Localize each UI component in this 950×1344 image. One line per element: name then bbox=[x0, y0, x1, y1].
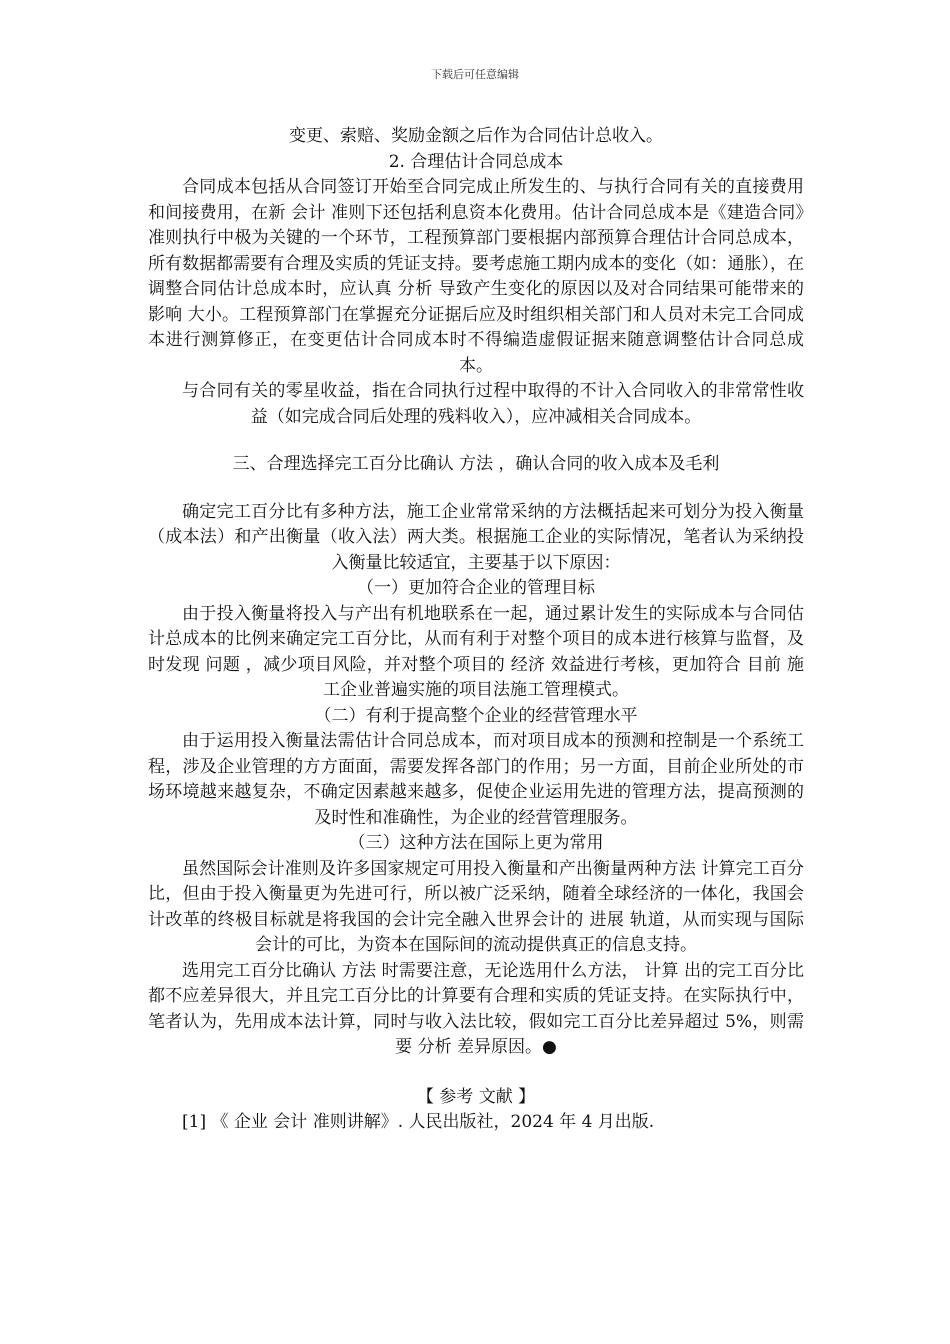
subheading-management-goals: （一）更加符合企业的管理目标 bbox=[357, 578, 595, 598]
paragraph-revenue-tail: 变更、索赔、奖励金额之后作为合同估计总收入。 bbox=[289, 126, 663, 146]
document-body bbox=[148, 124, 804, 1136]
paragraph-input-measure: 由于投入衡量将投入与产出有机地联系在一起，通过累计发生的实际成本与合同估计总成本的比例来确定完工百分比，从而有利于对整个项目的成本进行核算与监督，及时发现 问题 ，减少项目风险，并对整个项目的 经济 效益进行考核，更加符合 目前 施工企业普遍实施的项目法施工管理模式。 bbox=[148, 603, 804, 700]
paragraph-completion-methods: 确定完工百分比有多种方法，施工企业常常采纳的方法概括起来可划分为投入衡量（成本法）和产出衡量（收入法）两大类。根据施工企业的实际情况，笔者认为采纳投入衡量比较适宜，主要基于以下原因： bbox=[148, 501, 804, 573]
paragraph-international-standards: 虽然国际会计准则及许多国家规定可用投入衡量和产出衡量两种方法 计算完工百分比，但由于投入衡量更为先进可行，所以被广泛采纳，随着全球经济的一体化，我国会计改革的终极目标就是将我国的会计完全融入世界会计的 进展 轨道，从而实现与国际会计的可比，为资本在国际间的流动提供真正的信息支持。 bbox=[148, 858, 804, 955]
references-title: 【 参考 文献 】 bbox=[416, 1086, 536, 1107]
reference-item-1: [1] 《 企业 会计 准则讲解》. 人民出版社，2024 年 4 月出版. bbox=[182, 1112, 655, 1132]
section-heading-estimate-cost: 2. 合理估计合同总成本 bbox=[388, 151, 564, 172]
subheading-international-use: （三）这种方法在国际上更为常用 bbox=[348, 833, 604, 853]
page-header-note: 下载后可任意编辑 bbox=[431, 68, 519, 81]
paragraph-system-engineering: 由于运用投入衡量法需估计合同总成本，而对项目成本的预测和控制是一个系统工程，涉及企业管理的方方面面，需要发挥各部门的作用；另一方面，目前企业所处的市场环境越来越复杂，不确定因素越来越多，促使企业运用先进的管理方法，提高预测的及时性和准确性，为企业的经营管理服务。 bbox=[148, 731, 804, 828]
paragraph-incidental-income: 与合同有关的零星收益，指在合同执行过程中取得的不计入合同收入的非常常性收益（如完成合同后处理的残料收入），应冲减相关合同成本。 bbox=[182, 381, 804, 427]
paragraph-method-selection: 选用完工百分比确认 方法 时需要注意，无论选用什么方法， 计算 出的完工百分比都不应差异很大，并且完工百分比的计算要有合理和实质的凭证支持。在实际执行中，笔者认为，先用成本法计算，同时与收入法比较，假如完工百分比差异超过 5%，则需要 分析 差异原因。● bbox=[148, 960, 804, 1057]
section-heading-completion-method: 三、合理选择完工百分比确认 方法 ，确认合同的收入成本及毛利 bbox=[232, 454, 720, 474]
paragraph-contract-cost: 合同成本包括从合同签订开始至合同完成止所发生的、与执行合同有关的直接费用和间接费用，在新 会计 准则下还包括利息资本化费用。估计合同总成本是《建造合同》准则执行中极为关键的一个环节，工程预算部门要根据内部预算合理估计合同总成本，所有数据都需要有合理及实质的凭证支持。要考虑施工期内成本的变化（如：通胀），在调整合同估计总成本时，应认真 分析 导致产生变化的原因以及对合同结果可能带来的 影响 大小。工程预算部门在掌握充分证据后应及时组织相关部门和人员对未完工合同成本进行测算修正，在变更估计合同成本时不得编造虚假证据来随意调整估计合同总成本。 bbox=[148, 177, 804, 376]
subheading-management-level: （二）有利于提高整个企业的经营管理水平 bbox=[314, 705, 638, 726]
